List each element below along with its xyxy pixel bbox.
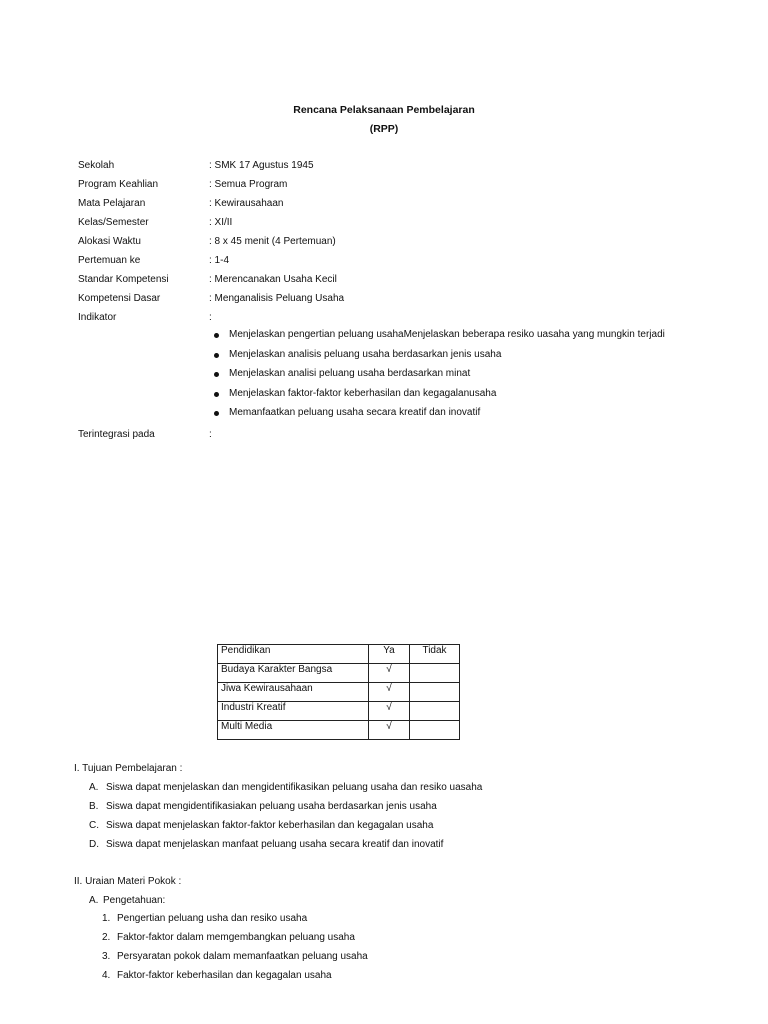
table-cell xyxy=(410,664,460,683)
info-value: : xyxy=(209,312,212,323)
info-label: Program Keahlian xyxy=(78,179,159,190)
info-label: Pertemuan ke xyxy=(78,255,141,266)
list-text: Faktor-faktor dalam memgembangkan peluang usaha xyxy=(117,932,355,943)
table-cell: Industri Kreatif xyxy=(218,702,369,721)
info-label: Kompetensi Dasar xyxy=(78,293,161,304)
check-mark: √ xyxy=(369,721,410,740)
indikator-item: Menjelaskan analisi peluang usaha berdasarkan minat xyxy=(213,368,665,388)
list-marker: A. xyxy=(89,782,99,793)
info-value: : Menganalisis Peluang Usaha xyxy=(209,293,345,304)
info-value: : 1-4 xyxy=(209,255,230,266)
check-mark: √ xyxy=(369,683,410,702)
list-text: Siswa dapat menjelaskan manfaat peluang usaha secara kreatif dan inovatif xyxy=(106,839,444,850)
pengetahuan-heading xyxy=(89,895,166,906)
info-row-alokasi xyxy=(78,236,718,250)
list-marker: B. xyxy=(89,801,99,812)
list-marker: 4. xyxy=(102,970,111,981)
table-row xyxy=(218,702,460,721)
document-title: Rencana Pelaksanaan Pembelajaran xyxy=(293,104,475,116)
table-cell xyxy=(410,702,460,721)
list-marker: D. xyxy=(89,839,99,850)
list-text: Pengertian peluang usha dan resiko usaha xyxy=(117,913,308,924)
document-subtitle: (RPP) xyxy=(369,123,399,135)
table-header-row xyxy=(218,645,460,664)
info-label: Sekolah xyxy=(78,160,115,171)
table-header-cell: Tidak xyxy=(410,645,460,664)
tujuan-heading: I. Tujuan Pembelajaran : xyxy=(74,763,183,774)
info-row-mapel xyxy=(78,198,718,212)
info-row-sekolah xyxy=(78,160,718,174)
info-row-terintegrasi xyxy=(78,429,718,443)
info-row-kelas xyxy=(78,217,718,231)
info-row-standar xyxy=(78,274,718,288)
info-value: : Semua Program xyxy=(209,179,288,190)
table-row xyxy=(218,721,460,740)
pengetahuan-label: Pengetahuan: xyxy=(103,895,166,906)
table-cell xyxy=(410,721,460,740)
table-row xyxy=(218,664,460,683)
list-text: Siswa dapat menjelaskan dan mengidentifikasikan peluang usaha dan resiko uasaha xyxy=(106,782,483,793)
info-value: : XI/II xyxy=(209,217,233,228)
list-marker: 2. xyxy=(102,932,111,943)
info-row-indikator xyxy=(78,312,718,326)
check-mark: √ xyxy=(369,702,410,721)
pendidikan-table xyxy=(217,644,460,740)
info-label: Kelas/Semester xyxy=(78,217,149,228)
indikator-item: Menjelaskan faktor-faktor keberhasilan dan kegagalanusaha xyxy=(213,388,665,408)
info-row-program xyxy=(78,179,718,193)
info-value: : Merencanakan Usaha Kecil xyxy=(209,274,337,285)
uraian-heading: II. Uraian Materi Pokok : xyxy=(74,876,182,887)
table-cell: Budaya Karakter Bangsa xyxy=(218,664,369,683)
info-value: : xyxy=(209,429,212,440)
info-label: Indikator xyxy=(78,312,117,323)
indikator-list xyxy=(213,329,665,427)
info-label: Alokasi Waktu xyxy=(78,236,141,247)
info-label: Terintegrasi pada xyxy=(78,429,155,440)
info-label: Standar Kompetensi xyxy=(78,274,169,285)
table-cell: Multi Media xyxy=(218,721,369,740)
info-row-pertemuan xyxy=(78,255,718,269)
table-header-cell: Pendidikan xyxy=(218,645,369,664)
list-text: Faktor-faktor keberhasilan dan kegagalan usaha xyxy=(117,970,332,981)
list-marker: 1. xyxy=(102,913,111,924)
list-text: Persyaratan pokok dalam memanfaatkan peluang usaha xyxy=(117,951,368,962)
table-row xyxy=(218,683,460,702)
info-row-kompetensi xyxy=(78,293,718,307)
list-text: Siswa dapat mengidentifikasiakan peluang usaha berdasarkan jenis usaha xyxy=(106,801,437,812)
info-label: Mata Pelajaran xyxy=(78,198,146,209)
info-value: : SMK 17 Agustus 1945 xyxy=(209,160,314,171)
list-marker: A. xyxy=(89,895,99,906)
check-mark: √ xyxy=(369,664,410,683)
table-cell xyxy=(410,683,460,702)
indikator-item: Memanfaatkan peluang usaha secara kreatif dan inovatif xyxy=(213,407,665,427)
list-text: Siswa dapat menjelaskan faktor-faktor keberhasilan dan kegagalan usaha xyxy=(106,820,434,831)
info-value: : Kewirausahaan xyxy=(209,198,284,209)
table-header-cell: Ya xyxy=(369,645,410,664)
indikator-item: Menjelaskan analisis peluang usaha berdasarkan jenis usaha xyxy=(213,349,665,369)
list-marker: C. xyxy=(89,820,99,831)
table-cell: Jiwa Kewirausahaan xyxy=(218,683,369,702)
list-marker: 3. xyxy=(102,951,111,962)
indikator-item: Menjelaskan pengertian peluang usahaMenjelaskan beberapa resiko uasaha yang mungkin terjadi xyxy=(213,329,665,349)
info-value: : 8 x 45 menit (4 Pertemuan) xyxy=(209,236,336,247)
